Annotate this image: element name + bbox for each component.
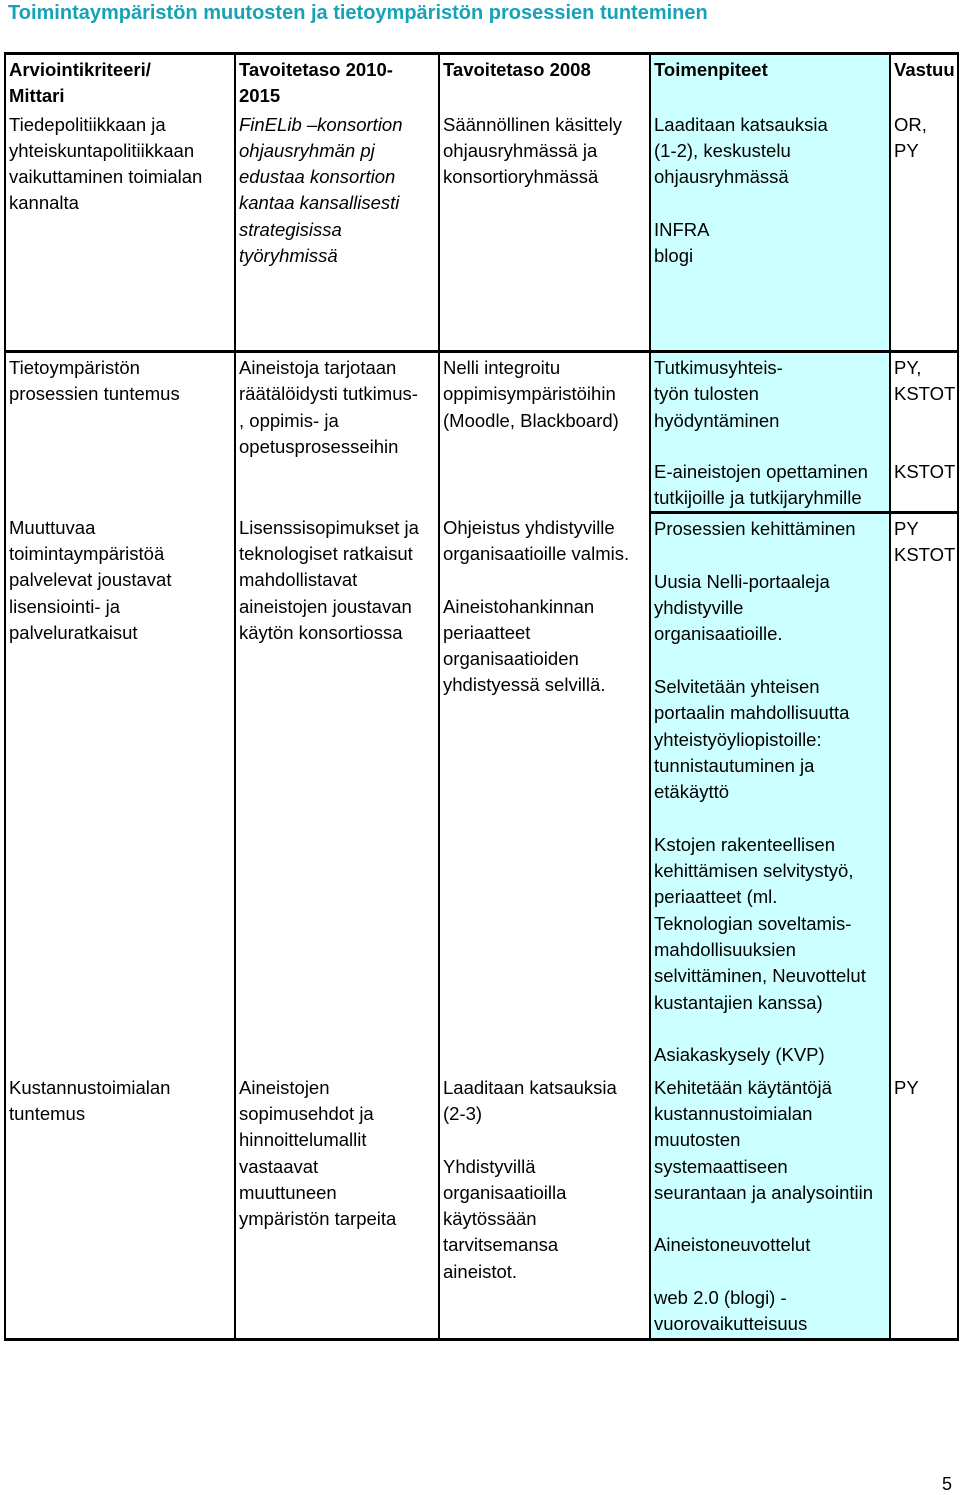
text-line: Tietoympäristön: [9, 357, 140, 379]
text-line: systemaattiseen: [654, 1155, 788, 1177]
table-row: [5, 352, 958, 457]
table-row: [5, 1073, 958, 1339]
text-line: teknologiset ratkaisut: [239, 542, 413, 564]
text-line: työryhmissä: [239, 245, 338, 267]
text-line: 2015: [239, 85, 281, 107]
cell-actions: [650, 1073, 890, 1339]
cell-criteria: [5, 1073, 235, 1339]
header-criteria: [5, 54, 235, 110]
paragraph-gap: [654, 805, 889, 831]
text-line: PY: [894, 518, 919, 540]
text-line: , oppimis- ja: [239, 409, 339, 431]
cell-criteria: [5, 352, 235, 513]
text-line: Selvitetään yhteisen: [654, 675, 820, 697]
paragraph-gap: [654, 1259, 889, 1285]
cell-criteria: [5, 110, 235, 352]
paragraph-gap: [654, 1016, 889, 1042]
text-line: organisaatioiden: [443, 648, 579, 670]
cell-actions: [650, 457, 890, 513]
text-line: periaatteet: [443, 621, 531, 643]
header-target-2008: Tavoitetaso 2008: [439, 54, 650, 110]
cell-target-2008: [439, 513, 650, 1073]
text-line: lisensiointi- ja: [9, 595, 121, 617]
text-line: Asiakaskysely (KVP): [654, 1044, 825, 1066]
table-row: [5, 513, 958, 1073]
text-line: (1-2), keskustelu: [654, 139, 791, 161]
text-line: hyödyntäminen: [654, 409, 780, 431]
text-line: yhteistyöyliopistoille:: [654, 728, 822, 750]
text-line: organisaatioille valmis.: [443, 542, 630, 564]
text-line: portaalin mahdollisuutta: [654, 702, 850, 724]
paragraph-gap: [654, 648, 889, 674]
page-title: Toimintaympäristön muutosten ja tietoympäristön prosessien tunteminen: [8, 2, 708, 24]
paragraph-gap: [654, 542, 889, 568]
text-line: edustaa konsortion: [239, 166, 396, 188]
cell-target-2015: [235, 352, 439, 513]
text-line: selvittäminen, Neuvottelut: [654, 965, 866, 987]
text-line: Mittari: [9, 85, 65, 107]
cell-actions: [650, 352, 890, 457]
text-line: (Moodle, Blackboard): [443, 409, 619, 431]
text-line: muutosten: [654, 1129, 741, 1151]
text-line: konsortioryhmässä: [443, 166, 599, 188]
criteria-table: [4, 52, 959, 1341]
text-line: sopimusehdot ja: [239, 1102, 374, 1124]
text-line: Teknologian soveltamis-: [654, 912, 852, 934]
text-line: ympäristön tarpeita: [239, 1208, 397, 1230]
paragraph-gap: [443, 1127, 649, 1153]
text-line: Kehitetään käytäntöjä: [654, 1076, 832, 1098]
cell-responsible: [890, 457, 958, 513]
text-line: kannalta: [9, 192, 79, 214]
cell-target-2015: [235, 1073, 439, 1339]
text-line: tuntemus: [9, 1102, 86, 1124]
text-line: INFRA: [654, 218, 710, 240]
text-line: KSTOT: [894, 383, 956, 405]
text-line: kehittämisen selvitystyö,: [654, 860, 854, 882]
text-line: tunnistautuminen ja: [654, 754, 815, 776]
text-line: yhdistyessä selvillä.: [443, 674, 606, 696]
text-line: PY,: [894, 357, 922, 379]
cell-responsible: [890, 352, 958, 457]
text-line: räätälöidysti tutkimus-: [239, 383, 418, 405]
cell-responsible: [890, 513, 958, 1073]
text-line: vuorovaikutteisuus: [654, 1313, 808, 1335]
cell-target-2015: [235, 513, 439, 1073]
text-line: Yhdistyvillä: [443, 1155, 536, 1177]
text-line: Ohjeistus yhdistyville: [443, 516, 615, 538]
text-line: prosessien tuntemus: [9, 383, 180, 405]
text-line: käytön konsortiossa: [239, 621, 403, 643]
text-line: tutkijoille ja tutkijaryhmille: [654, 486, 862, 508]
text-line: periaatteet (ml.: [654, 886, 778, 908]
cell-target-2008: [439, 110, 650, 352]
cell-actions: [650, 513, 890, 1073]
cell-responsible: [890, 1073, 958, 1339]
text-line: Prosessien kehittäminen: [654, 518, 856, 540]
text-line: Uusia Nelli-portaaleja: [654, 570, 830, 592]
text-line: Tavoitetaso 2010-: [239, 59, 393, 80]
text-line: OR,: [894, 113, 927, 135]
text-line: muuttuneen: [239, 1181, 337, 1203]
text-line: kantaa kansallisesti: [239, 192, 400, 214]
text-line: ohjausryhmässä: [654, 166, 789, 188]
text-line: PY: [894, 139, 919, 161]
cell-responsible: [890, 110, 958, 352]
text-line: mahdollisuuksien: [654, 938, 796, 960]
text-line: tarvitsemansa: [443, 1234, 559, 1256]
text-line: Tiedepolitiikkaan ja: [9, 113, 166, 135]
text-line: oppimisympäristöihin: [443, 383, 616, 405]
page-number: 5: [941, 1474, 952, 1494]
header-responsible: Vastuu: [890, 54, 958, 110]
text-line: ohjausryhmän pj: [239, 139, 375, 161]
text-line: Arviointikriteeri/: [9, 59, 151, 80]
text-line: palvelevat joustavat: [9, 569, 172, 591]
text-line: hinnoittelumallit: [239, 1129, 367, 1151]
text-line: etäkäyttö: [654, 781, 730, 803]
text-line: KSTOT: [894, 460, 956, 482]
text-line: Aineistoneuvottelut: [654, 1234, 811, 1256]
text-line: Laaditaan katsauksia: [654, 113, 828, 135]
text-line: Aineistoja tarjotaan: [239, 357, 397, 379]
text-line: Lisenssisopimukset ja: [239, 516, 419, 538]
text-line: blogi: [654, 245, 694, 267]
text-line: ohjausryhmässä ja: [443, 139, 598, 161]
text-line: palveluratkaisut: [9, 621, 138, 643]
text-line: E-aineistojen opettaminen: [654, 460, 868, 482]
cell-criteria: [5, 513, 235, 1073]
cell-actions: [650, 110, 890, 352]
paragraph-gap: [654, 190, 889, 216]
header-actions: Toimenpiteet: [650, 54, 890, 110]
text-line: toimintaympäristöä: [9, 542, 165, 564]
text-line: mahdollistavat: [239, 569, 358, 591]
text-line: yhteiskuntapolitiikkaan: [9, 139, 195, 161]
paragraph-gap: [443, 567, 649, 593]
text-line: KSTOT: [894, 544, 956, 566]
text-line: Nelli integroitu: [443, 357, 561, 379]
cell-target-2008: [439, 352, 650, 513]
table-row: [5, 110, 958, 352]
text-line: seurantaan ja analysointiin: [654, 1181, 874, 1203]
text-line: Säännöllinen käsittely: [443, 113, 622, 135]
text-line: organisaatioilla: [443, 1181, 567, 1203]
text-line: Kustannustoimialan: [9, 1076, 171, 1098]
text-line: vastaavat: [239, 1155, 319, 1177]
text-line: aineistojen joustavan: [239, 595, 412, 617]
text-line: Aineistojen: [239, 1076, 330, 1098]
text-line: FinELib –konsortion: [239, 113, 403, 135]
text-line: (2-3): [443, 1102, 483, 1124]
text-line: strategisissa: [239, 218, 342, 240]
text-line: Muuttuvaa: [9, 516, 96, 538]
text-line: aineistot.: [443, 1260, 518, 1282]
cell-target-2008: [439, 1073, 650, 1339]
header-target-2015: [235, 54, 439, 110]
text-line: Aineistohankinnan: [443, 595, 595, 617]
text-line: työn tulosten: [654, 383, 759, 405]
cell-target-2015: [235, 110, 439, 352]
text-line: Laaditaan katsauksia: [443, 1076, 617, 1098]
text-line: organisaatioille.: [654, 623, 783, 645]
text-line: Kstojen rakenteellisen: [654, 833, 835, 855]
text-line: käytössään: [443, 1208, 537, 1230]
text-line: vaikuttaminen toimialan: [9, 166, 203, 188]
paragraph-gap: [654, 1206, 889, 1232]
text-line: web 2.0 (blogi) -: [654, 1287, 787, 1309]
text-line: yhdistyville: [654, 597, 744, 619]
text-line: Tutkimusyhteis-: [654, 357, 783, 379]
text-line: kustannustoimialan: [654, 1102, 813, 1124]
header-row: [5, 54, 958, 110]
text-line: PY: [894, 1076, 919, 1098]
text-line: kustantajien kanssa): [654, 991, 823, 1013]
text-line: opetusprosesseihin: [239, 435, 399, 457]
